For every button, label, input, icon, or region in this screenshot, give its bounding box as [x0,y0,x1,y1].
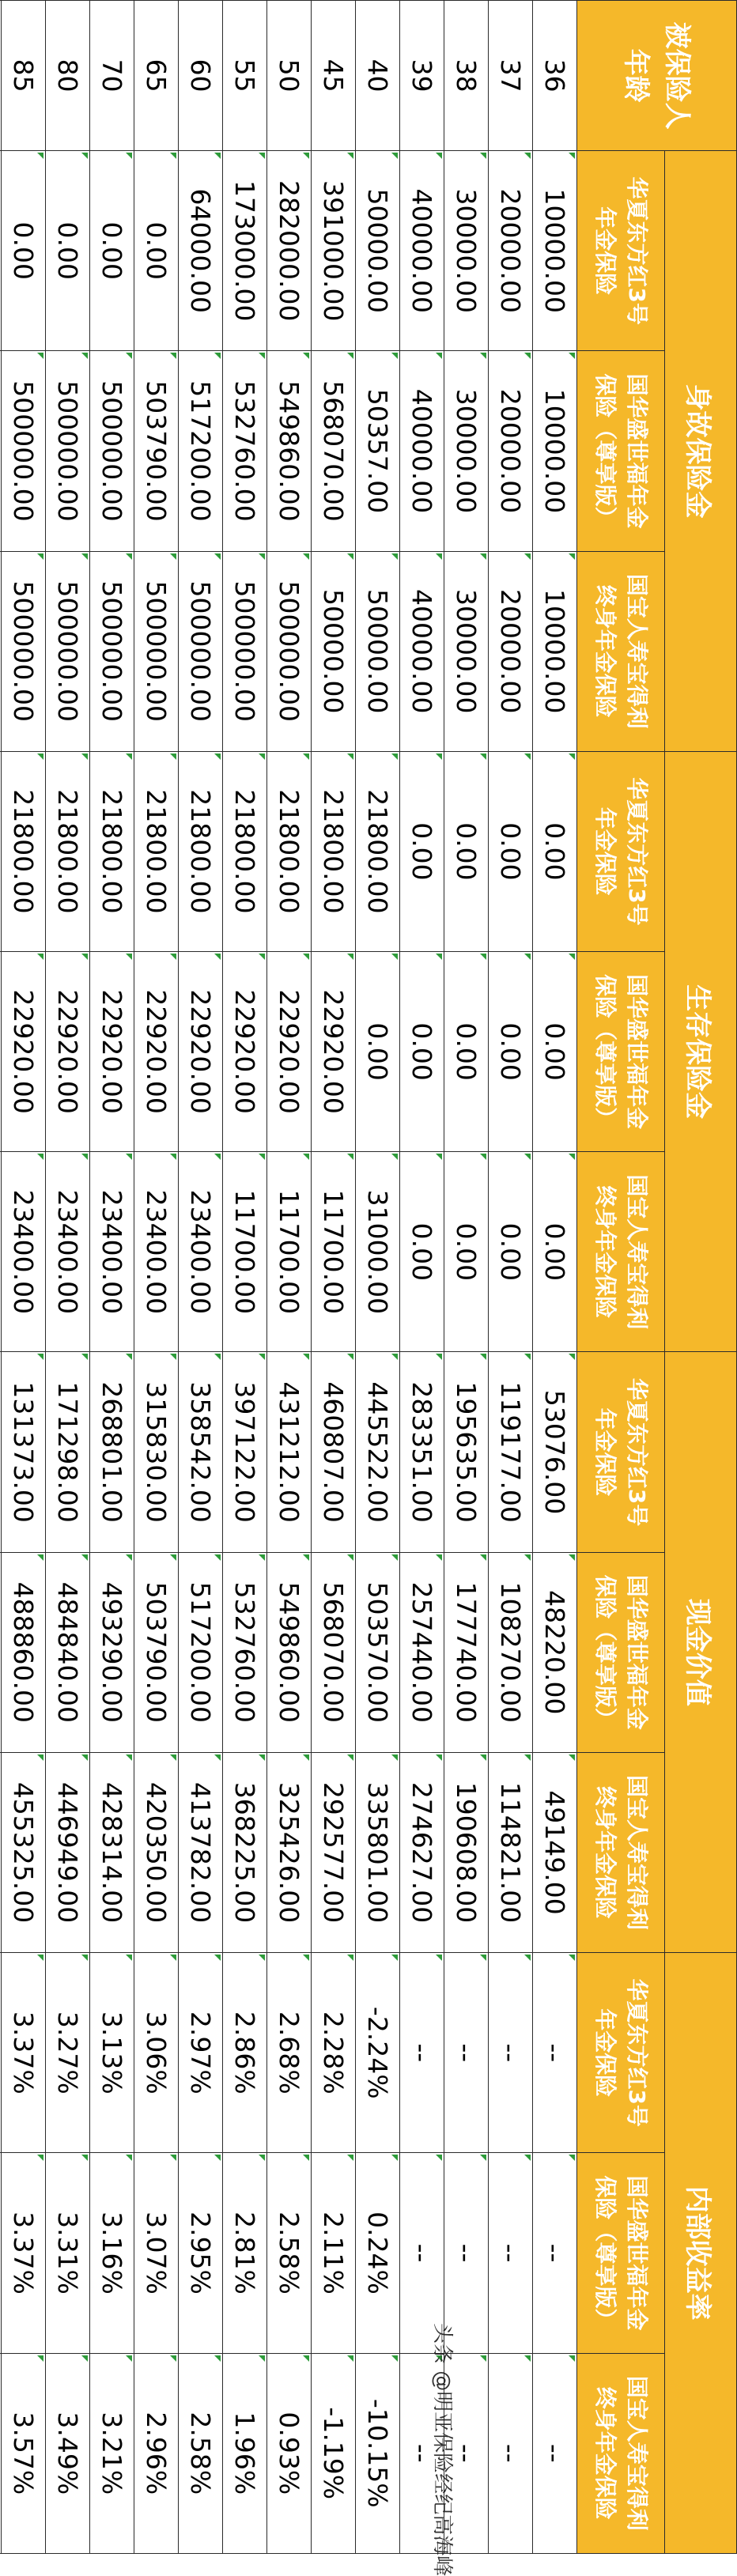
value-cell: -- [444,2153,489,2353]
value-cell: 500000.00 [46,551,90,751]
product-header-line1: 国华盛世福年金 [624,2175,650,2331]
product-header-g1-p1 [577,952,665,1152]
value-cell: 3.21% [90,2353,134,2553]
table-row [90,1,134,2554]
value-cell: 40000.00 [400,151,444,351]
product-header-line2: 年金保险 [592,1407,618,1497]
table-row [444,1,489,2554]
value-cell: 21800.00 [134,751,179,951]
value-cell: 50000.00 [356,151,400,351]
value-cell: 21800.00 [223,751,267,951]
product-header-g0-p2 [577,551,665,751]
value-cell: 3.37% [2,1953,46,2153]
value-cell: 484840.00 [46,1552,90,1752]
value-cell [0,751,2,951]
value-cell: 500000.00 [2,351,46,551]
value-cell: 0.00 [533,1152,577,1352]
value-cell: 2.86% [223,1953,267,2153]
age-cell [0,1,2,151]
product-header-line1: 华夏东方红3号 [624,777,650,926]
product-header-g0-p0 [577,151,665,351]
value-cell: -1.19% [312,2353,356,2553]
value-cell: 40000.00 [400,551,444,751]
product-header-line1: 国华盛世福年金 [624,974,650,1130]
value-cell: 445522.00 [356,1352,400,1552]
value-cell [0,1752,2,1952]
value-cell: 10000.00 [533,351,577,551]
table-row [134,1,179,2554]
value-cell: 503570.00 [356,1552,400,1752]
product-header-line1: 国华盛世福年金 [624,373,650,529]
age-cell: 39 [400,1,444,151]
value-cell: 460807.00 [312,1352,356,1552]
value-cell: 50000.00 [356,551,400,751]
value-cell: 131373.00 [2,1352,46,1552]
value-cell: 0.00 [134,151,179,351]
value-cell: 325426.00 [267,1752,312,1952]
value-cell: 517200.00 [179,351,223,551]
group-header-cash-value: 现金价值 [665,1352,737,1953]
value-cell: -- [489,2153,533,2353]
value-cell: 22920.00 [134,952,179,1152]
value-cell: 0.93% [267,2353,312,2553]
value-cell: 40000.00 [400,351,444,551]
product-header-line1: 华夏东方红3号 [624,1377,650,1527]
age-header-line1: 被保险人 [661,21,694,130]
value-cell: 21800.00 [46,751,90,951]
value-cell: 282000.00 [267,151,312,351]
value-cell: 500000.00 [90,551,134,751]
product-header-line1: 国宝人寿宝得利 [624,1775,650,1931]
value-cell: 413782.00 [179,1752,223,1952]
value-cell: -- [444,1953,489,2153]
value-cell: 500000.00 [90,351,134,551]
value-cell: 493290.00 [90,1552,134,1752]
value-cell: 503790.00 [134,351,179,551]
value-cell: 108270.00 [489,1552,533,1752]
value-cell: 568070.00 [312,1552,356,1752]
value-cell [0,351,2,551]
age-cell: 60 [179,1,223,151]
value-cell: 190608.00 [444,1752,489,1952]
value-cell: 0.00 [444,1152,489,1352]
age-cell: 37 [489,1,533,151]
value-cell: -- [489,2353,533,2553]
product-subheader-row [577,1,665,2554]
product-header-line2: 保险（尊享版） [592,1574,618,1730]
value-cell: 2.96% [134,2353,179,2553]
product-header-line2: 年金保险 [592,206,618,296]
value-cell: 2.28% [312,1953,356,2153]
product-header-g2-p2 [577,1752,665,1952]
value-cell: 0.00 [444,751,489,951]
value-cell: 0.00 [444,952,489,1152]
value-cell: 22920.00 [2,952,46,1152]
value-cell: -2.24% [356,1953,400,2153]
value-cell: 3.49% [46,2353,90,2553]
product-header-g1-p2 [577,1152,665,1352]
value-cell: -- [533,2153,577,2353]
value-cell: 428314.00 [90,1752,134,1952]
value-cell: 48220.00 [533,1552,577,1752]
value-cell: 20000.00 [489,551,533,751]
value-cell: 20000.00 [489,351,533,551]
table-row [0,1,2,2554]
value-cell [0,1352,2,1552]
value-cell: 20000.00 [489,151,533,351]
value-cell: 0.00 [533,751,577,951]
value-cell: 22920.00 [267,952,312,1152]
product-header-g3-p2 [577,2353,665,2553]
value-cell: 50357.00 [356,351,400,551]
value-cell: 3.31% [46,2153,90,2353]
value-cell: 517200.00 [179,1552,223,1752]
table-body [0,1,577,2554]
product-header-line2: 保险（尊享版） [592,2175,618,2331]
value-cell: 0.00 [90,151,134,351]
value-cell: 21800.00 [267,751,312,951]
table-row [46,1,90,2554]
product-header-line2: 终身年金保险 [592,1786,618,1920]
value-cell: 3.13% [90,1953,134,2153]
value-cell: 397122.00 [223,1352,267,1552]
value-cell: 2.58% [179,2353,223,2553]
value-cell: 503790.00 [134,1552,179,1752]
value-cell: 49149.00 [533,1752,577,1952]
value-cell: -- [400,1953,444,2153]
value-cell: 292577.00 [312,1752,356,1952]
value-cell: 1.96% [223,2353,267,2553]
age-cell: 36 [533,1,577,151]
value-cell: 23400.00 [2,1152,46,1352]
value-cell: 455325.00 [2,1752,46,1952]
table-row [267,1,312,2554]
value-cell: 21800.00 [179,751,223,951]
value-cell: 64000.00 [179,151,223,351]
value-cell [0,1953,2,2153]
value-cell: 358542.00 [179,1352,223,1552]
value-cell [0,2353,2,2553]
value-cell: 549860.00 [267,351,312,551]
value-cell: 11700.00 [223,1152,267,1352]
value-cell [0,2153,2,2353]
value-cell: 391000.00 [312,151,356,351]
value-cell: 53076.00 [533,1352,577,1552]
value-cell: 3.37% [2,2153,46,2353]
watermark-text: 头条 @明亚保险经纪高海峰 [430,2323,454,2576]
value-cell: 3.07% [134,2153,179,2353]
age-cell: 85 [2,1,46,151]
value-cell: -- [533,1953,577,2153]
value-cell: 22920.00 [179,952,223,1152]
value-cell: 0.00 [489,1152,533,1352]
value-cell: 0.00 [356,952,400,1152]
value-cell: 500000.00 [46,351,90,551]
value-cell: 500000.00 [2,551,46,751]
value-cell: 420350.00 [134,1752,179,1952]
age-header-line2: 年龄 [620,48,652,103]
value-cell: 268801.00 [90,1352,134,1552]
product-header-line1: 国宝人寿宝得利 [624,1174,650,1330]
value-cell: 500000.00 [179,551,223,751]
value-cell: 2.68% [267,1953,312,2153]
table-row [2,1,46,2554]
value-cell: 30000.00 [444,151,489,351]
value-cell: -- [400,2353,444,2553]
value-cell [0,151,2,351]
value-cell: 23400.00 [90,1152,134,1352]
value-cell: 22920.00 [312,952,356,1152]
product-header-g0-p1 [577,351,665,551]
value-cell: 500000.00 [223,551,267,751]
group-header-death-benefit: 身故保险金 [665,151,737,752]
product-header-g3-p1 [577,2153,665,2353]
product-header-g1-p0 [577,751,665,951]
age-cell: 50 [267,1,312,151]
value-cell: 3.57% [2,2353,46,2553]
value-cell: 0.00 [46,151,90,351]
value-cell: 22920.00 [46,952,90,1152]
value-cell: 50000.00 [312,551,356,751]
age-cell: 55 [223,1,267,151]
table-row [223,1,267,2554]
value-cell: 10000.00 [533,551,577,751]
value-cell: 0.00 [400,751,444,951]
value-cell: 274627.00 [400,1752,444,1952]
value-cell: 2.11% [312,2153,356,2353]
value-cell: 23400.00 [179,1152,223,1352]
value-cell: 2.95% [179,2153,223,2353]
age-cell: 45 [312,1,356,151]
value-cell: 2.97% [179,1953,223,2153]
value-cell: 3.06% [134,1953,179,2153]
age-cell: 38 [444,1,489,151]
value-cell: 22920.00 [90,952,134,1152]
table-row [400,1,444,2554]
value-cell [0,1552,2,1752]
product-header-line2: 年金保险 [592,806,618,896]
product-header-line2: 保险（尊享版） [592,974,618,1130]
product-header-g2-p1 [577,1552,665,1752]
value-cell: 2.81% [223,2153,267,2353]
value-cell: 11700.00 [267,1152,312,1352]
value-cell: 30000.00 [444,551,489,751]
table-row [312,1,356,2554]
value-cell: -10.15% [356,2353,400,2553]
product-header-line1: 华夏东方红3号 [624,1978,650,2128]
value-cell [0,551,2,751]
table-row [489,1,533,2554]
value-cell: 257440.00 [400,1552,444,1752]
product-header-line2: 保险（尊享版） [592,373,618,529]
value-cell: 23400.00 [134,1152,179,1352]
age-column-header [577,1,737,151]
value-cell: 3.16% [90,2153,134,2353]
value-cell: 488860.00 [2,1552,46,1752]
value-cell: 0.00 [2,151,46,351]
value-cell: 0.00 [489,952,533,1152]
product-header-line2: 年金保险 [592,2008,618,2098]
value-cell: 30000.00 [444,351,489,551]
group-header-irr: 内部收益率 [665,1953,737,2554]
value-cell: 23400.00 [46,1152,90,1352]
value-cell: 177740.00 [444,1552,489,1752]
value-cell: 500000.00 [134,551,179,751]
value-cell [0,952,2,1152]
value-cell: 195635.00 [444,1352,489,1552]
value-cell: 21800.00 [2,751,46,951]
value-cell: 31000.00 [356,1152,400,1352]
value-cell: 549860.00 [267,1552,312,1752]
group-header-survival-benefit: 生存保险金 [665,751,737,1352]
value-cell: 532760.00 [223,1552,267,1752]
value-cell: 0.00 [489,751,533,951]
product-header-line2: 终身年金保险 [592,584,618,718]
value-cell: 21800.00 [312,751,356,951]
value-cell: 21800.00 [90,751,134,951]
value-cell: 21800.00 [356,751,400,951]
age-cell: 40 [356,1,400,151]
value-cell: 446949.00 [46,1752,90,1952]
product-header-g3-p0 [577,1953,665,2153]
value-cell: 0.00 [400,952,444,1152]
value-cell: -- [533,2353,577,2553]
product-header-line2: 终身年金保险 [592,2386,618,2520]
value-cell: 0.00 [533,952,577,1152]
value-cell: 0.00 [400,1152,444,1352]
table-row [533,1,577,2554]
value-cell: 532760.00 [223,351,267,551]
value-cell: 11700.00 [312,1152,356,1352]
value-cell: 335801.00 [356,1752,400,1952]
product-header-line2: 终身年金保险 [592,1185,618,1319]
value-cell: 431212.00 [267,1352,312,1552]
value-cell: 368225.00 [223,1752,267,1952]
value-cell: -- [400,2153,444,2353]
age-cell: 70 [90,1,134,151]
value-cell: 10000.00 [533,151,577,351]
product-header-line1: 国宝人寿宝得利 [624,2375,650,2531]
value-cell: 3.27% [46,1953,90,2153]
value-cell: 568070.00 [312,351,356,551]
age-cell: 80 [46,1,90,151]
value-cell: 173000.00 [223,151,267,351]
value-cell [0,1152,2,1352]
value-cell: 119177.00 [489,1352,533,1552]
value-cell: 171298.00 [46,1352,90,1552]
value-cell: 2.58% [267,2153,312,2353]
table-row [179,1,223,2554]
table-row [356,1,400,2554]
value-cell: -- [444,2353,489,2553]
age-cell: 65 [134,1,179,151]
value-cell: 22920.00 [223,952,267,1152]
product-header-line1: 国宝人寿宝得利 [624,573,650,729]
product-header-g2-p0 [577,1352,665,1552]
product-header-line1: 国华盛世福年金 [624,1574,650,1730]
value-cell: 283351.00 [400,1352,444,1552]
product-header-line1: 华夏东方红3号 [624,176,650,326]
value-cell: -- [489,1953,533,2153]
value-cell: 315830.00 [134,1352,179,1552]
value-cell: 114821.00 [489,1752,533,1952]
value-cell: 500000.00 [267,551,312,751]
value-cell: 0.24% [356,2153,400,2353]
